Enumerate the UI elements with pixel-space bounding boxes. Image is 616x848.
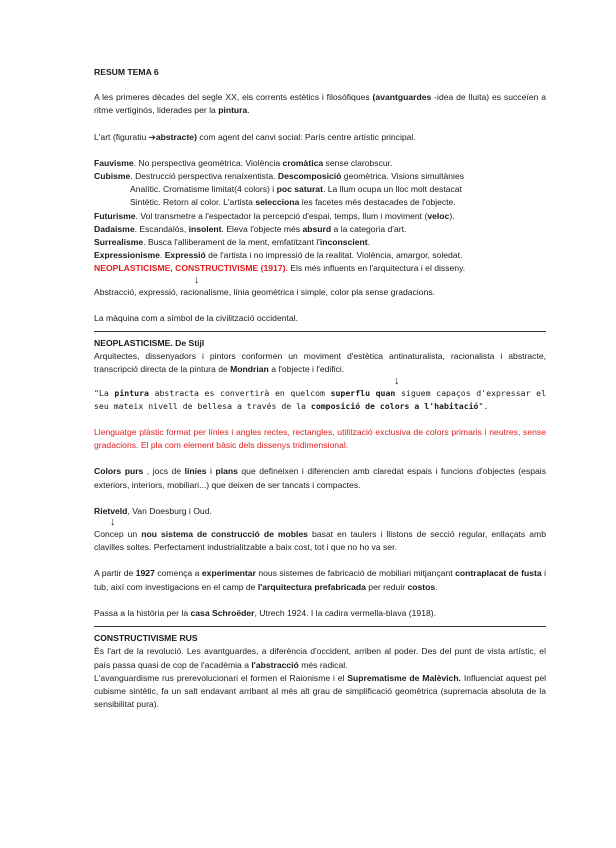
movement-name: Fauvisme: [94, 157, 134, 168]
text: geomètrica. Visions simultànies: [341, 171, 465, 182]
text: contraplacat de fusta: [455, 568, 542, 579]
movement-fauvisme: [94, 157, 546, 170]
text: És l'art de la revolució. Les avantguardes, a diferència d'occident, arriben al poder. Des del punt de vista artístic, el país passa quasi de cop de l'acadèmia a: [94, 646, 546, 670]
text: abstracta es convertirà en quelcom: [148, 387, 331, 398]
movement-surrealisme: [94, 236, 546, 249]
arrow-down-icon: ↓: [394, 374, 400, 387]
text: ).: [449, 210, 455, 221]
constructivisme-p2: [94, 672, 546, 712]
text: Influenciat aquest pel cubisme sintètic, fa un salt endavant arribant al més alt grau de simplificació geomètrica (supremacia absoluta de la sensibilitat pura).: [94, 672, 547, 710]
text: , Utrech 1924. I la cadira vermella-blava (1918).: [254, 607, 437, 618]
text: .: [159, 250, 165, 261]
text: comença a: [154, 568, 202, 579]
text: l'arquitectura prefabricada: [257, 581, 366, 592]
divider: [94, 626, 546, 627]
text: Els més influents en l'arquitectura i el disseny.: [287, 263, 466, 274]
text: nou sistema de construcció de mobles: [141, 529, 308, 540]
text: Colors purs: [94, 466, 144, 477]
text: . Busca l'alliberament de la ment, emfatitzant l': [143, 237, 320, 248]
movement-neoplasticisme-constructivisme: [94, 262, 546, 275]
text: Arquitectes, dissenyadors i pintors conformen un moviment d'estètica antinaturalista, racionalista i abstracte, transcripció directa de la pintura de: [94, 351, 546, 375]
text: més radical.: [298, 659, 348, 670]
text: -idea de lluita) es succeïen a ritme vertiginós, liderades per la: [94, 92, 546, 116]
text: . Eleva l'objecte més: [221, 223, 303, 234]
text: Descomposició: [277, 171, 342, 182]
text: nous sistemes de fabricació de mobiliari mitjançant: [255, 568, 456, 579]
text: superflu quan: [330, 387, 396, 398]
movement-name: Expressionisme: [94, 250, 160, 261]
text: Expressió: [164, 250, 206, 261]
movement-name: Dadaisme: [94, 223, 135, 234]
text: . La llum ocupa un lloc molt destacat: [322, 184, 462, 195]
document-page: [94, 66, 546, 711]
text: insolent: [188, 223, 222, 234]
text: de l'artista i no impressió de la realitat. Violència, amargor, soledat.: [205, 250, 463, 261]
text: selecciona: [255, 197, 300, 208]
text: les facetes més destacades de l'objecte.: [299, 197, 456, 208]
neoplasticisme-intro: [94, 350, 546, 376]
text: i tub, així com investigacions en el camp de: [94, 568, 547, 592]
movement-expressionisme: [94, 249, 546, 262]
text: composició de colors a l'habitació: [310, 400, 479, 411]
text: L'art (figuratiu: [94, 131, 149, 142]
text: absurd: [302, 223, 332, 234]
text: Concep un: [94, 529, 142, 540]
text: casa Schroëder: [190, 607, 255, 618]
text: com agent del canvi social: París centre artístic principal.: [196, 131, 416, 142]
text: .: [367, 237, 371, 248]
text: siguem capaços d'expressar el seu mateix nivell de bellesa a través de la: [94, 387, 546, 411]
cubisme-sintetic: [94, 196, 546, 209]
text: línies: [184, 466, 207, 477]
text: L'avanguardisme rus prerevolucionari el formen el Raionisme i el: [94, 672, 348, 683]
text: , jocs de: [143, 466, 185, 477]
text: Mondrian: [230, 364, 269, 375]
text: sense clarobscur.: [323, 157, 393, 168]
text: basat en taulers i llistons de secció regular, enllaçats amb clavilles soltes. Perfectament industrialitzable a baix cost, tot i que no ho va ser.: [94, 529, 546, 553]
movement-name: Futurisme: [94, 210, 136, 221]
text: abstracte): [155, 131, 197, 142]
text: A partir de: [94, 568, 136, 579]
text: poc saturat: [276, 184, 323, 195]
art-social-change: [94, 131, 546, 144]
machine-line: La màquina com a símbol de la civilització occidental.: [94, 312, 298, 323]
constructivisme-heading: CONSTRUCTIVISME RUS: [94, 633, 198, 644]
text: per reduir: [365, 581, 408, 592]
constructivisme-p1: [94, 645, 546, 671]
neoplasticisme-authors: [94, 505, 546, 518]
text: l'abstracció: [251, 659, 299, 670]
neoplasticisme-schroeder: [94, 607, 546, 620]
summary-line: Abstracció, expressió, racionalisme, línia geomètrica i simple, color pla sense gradacions.: [94, 286, 436, 297]
text: pintura: [114, 387, 149, 398]
text: a l'objecte i l'edifici.: [268, 364, 345, 375]
intro-paragraph: [94, 91, 546, 117]
text: plans: [215, 466, 238, 477]
text: 1927: [135, 568, 155, 579]
text: . No perspectiva geomètrica. Violència: [133, 157, 283, 168]
text: Sintètic. Retorn al color. L'artista: [130, 197, 256, 208]
arrow-down-icon: ↓: [110, 516, 116, 529]
text: a la categoria d'art.: [331, 223, 407, 234]
text: experimentar: [201, 568, 256, 579]
text: "La: [94, 387, 115, 398]
text: , Van Doesburg i Oud.: [127, 505, 212, 516]
neoplasticisme-furniture-system: [94, 528, 546, 554]
neoplasticisme-quote: [94, 387, 546, 413]
neoplasticisme-heading: NEOPLASTICISME. De Stijl: [94, 338, 205, 349]
text: que defineixen i diferencien amb claredat espais i funcions d'objectes (espais exteriors, interiors, mobiliari...) que deixen de ser tancats i compactes.: [94, 466, 547, 490]
text: Passa a la història per la: [94, 607, 191, 618]
text: . Vol transmetre a l'espectador la percepció d'espai, temps, llum i moviment (: [135, 210, 428, 221]
cubisme-analitic: [94, 183, 546, 196]
text: Analític. Cromatisme limitat(4 colors) i: [130, 184, 277, 195]
text: . Escandalós,: [134, 223, 189, 234]
movement-futurisme: [94, 210, 546, 223]
text: (avantguardes: [372, 92, 432, 103]
divider: [94, 331, 546, 332]
text: costos: [407, 581, 436, 592]
text: inconscient: [319, 237, 368, 248]
neoplasticisme-language: Llenguatge plàstic format per línies i angles rectes, rectangles, utilització exclusiva de colors primaris i neutres, sense gradacions. El pla com element bàsic dels dissenys tridimensional.: [94, 427, 546, 451]
movement-name: NEOPLASTICISME, CONSTRUCTIVISME (1917).: [94, 263, 288, 274]
text: .: [435, 581, 438, 592]
document-title: RESUM TEMA 6: [94, 67, 159, 77]
text: .: [247, 105, 250, 116]
movement-name: Surrealisme: [94, 237, 144, 248]
text: ".: [478, 400, 489, 411]
movement-dadaisme: [94, 223, 546, 236]
arrow-down-icon: ↓: [194, 273, 200, 286]
text: cromàtica: [282, 157, 324, 168]
neoplasticisme-1927: [94, 567, 546, 593]
text: i: [206, 466, 216, 477]
text: . Destrucció perspectiva renaixentista.: [130, 171, 278, 182]
arrow-right-icon: ➔: [148, 131, 156, 142]
text: veloc: [427, 210, 450, 221]
text: pintura: [218, 105, 248, 116]
text: Suprematisme de Malèvich.: [347, 672, 461, 683]
neoplasticisme-colors: [94, 465, 546, 491]
text: A les primeres dècades del segle XX, els corrents estètics i filosòfiques: [94, 92, 373, 103]
text: Rietveld: [94, 505, 128, 516]
movement-cubisme: [94, 170, 546, 183]
movement-name: Cubisme: [94, 171, 131, 182]
